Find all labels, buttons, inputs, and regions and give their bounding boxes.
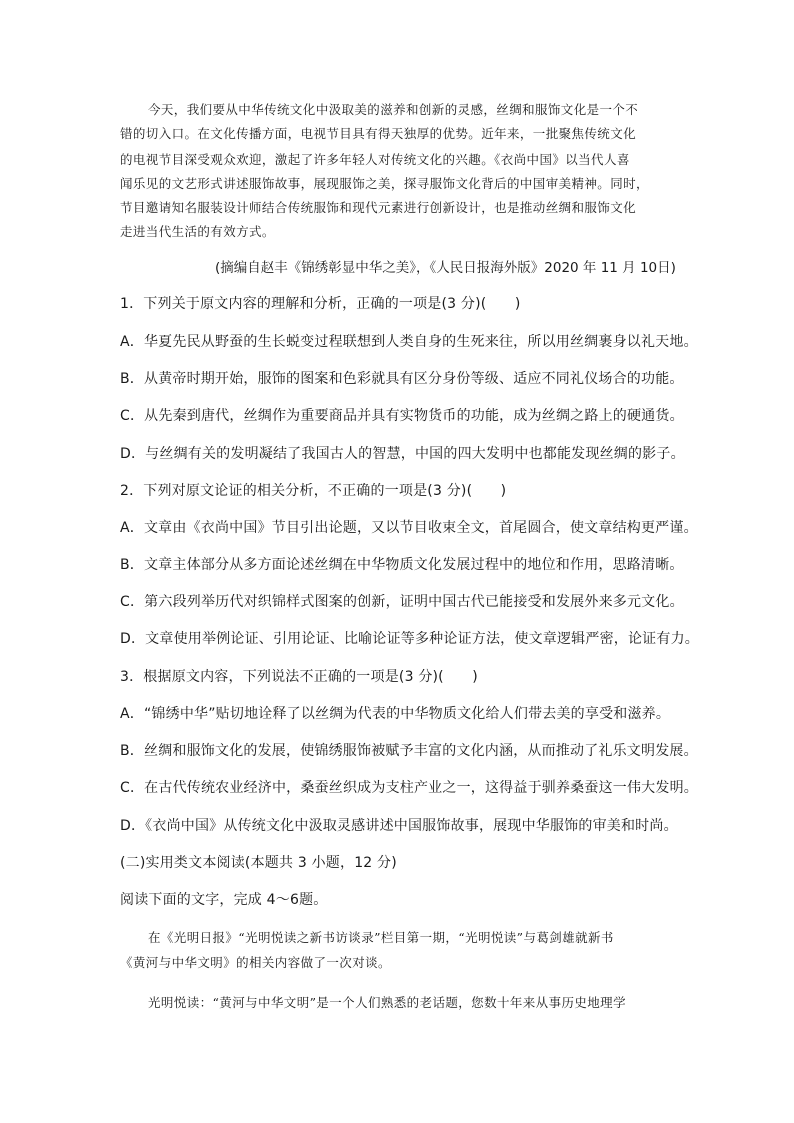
question-1-option-d: D．与丝绸有关的发明凝结了我国古人的智慧，中国的四大发明中也都能发现丝绸的影子。: [120, 446, 685, 462]
question-3-option-d: D．《衣尚中国》从传统文化中汲取灵感讲述中国服饰故事，展现中华服饰的审美和时尚。: [120, 818, 678, 834]
section-heading: (二)实用类文本阅读(本题共 3 小题，12 分): [120, 855, 397, 871]
question-1-stem: 1．下列关于原文内容的理解和分析，正确的一项是(3 分)( ): [120, 296, 521, 312]
question-2-stem: 2．下列对原文论证的相关分析，不正确的一项是(3 分)( ): [120, 483, 507, 499]
question-2-option-b: B．文章主体部分从多方面论述丝绸在中华物质文化发展过程中的地位和作用，思路清晰。: [120, 557, 684, 573]
second-passage-line: 《黄河与中华文明》的相关内容做了一次对谈。: [120, 955, 391, 970]
passage-line: 走进当代生活的有效方式。: [120, 224, 275, 239]
question-3-stem: 3．根据原文内容，下列说法不正确的一项是(3 分)( ): [120, 669, 478, 685]
question-3-option-c: C．在古代传统农业经济中，桑蚕丝织成为支柱产业之一，这得益于驯养桑蚕这一伟大发明。: [120, 780, 698, 796]
second-passage-line: 在《光明日报》“光明悦读之新书访谈录”栏目第一期，“光明悦读”与葛剑雄就新书: [148, 930, 614, 945]
question-3-option-a: A．“锦绣中华”贴切地诠释了以丝绸为代表的中华物质文化给人们带去美的享受和滋养。: [120, 706, 671, 722]
question-2-option-a: A．文章由《衣尚中国》节目引出论题，又以节目收束全文，首尾圆合，使文章结构更严谨。: [120, 520, 698, 536]
question-2-option-c: C．第六段列举历代对织锦样式图案的创新，证明中国古代已能接受和发展外来多元文化。: [120, 594, 684, 610]
question-1-option-a: A．华夏先民从野蚕的生长蜕变过程联想到人类自身的生死来往，所以用丝绸裹身以礼天地。: [120, 334, 698, 350]
question-2-option-d: D．文章使用举例论证、引用论证、比喻论证等多种论证方法，使文章逻辑严密，论证有力。: [120, 631, 699, 647]
passage-line: 节目邀请知名服装设计师结合传统服饰和现代元素进行创新设计，也是推动丝绸和服饰文化: [120, 200, 637, 215]
passage-source: (摘编自赵丰《锦绣彰显中华之美》，《人民日报海外版》2020 年 11 月 10日): [215, 260, 676, 276]
passage-line: 闻乐见的文艺形式讲述服饰故事，展现服饰之美，探寻服饰文化背后的中国审美精神。同时，: [120, 176, 649, 191]
question-3-option-b: B．丝绸和服饰文化的发展，使锦绣服饰被赋予丰富的文化内涵，从而推动了礼乐文明发展。: [120, 743, 698, 759]
passage-line: 的电视节目深受观众欢迎，激起了许多年轻人对传统文化的兴趣。《衣尚中国》以当代人喜: [120, 152, 630, 167]
question-1-option-b: B．从黄帝时期开始，服饰的图案和色彩就具有区分身份等级、适应不同礼仪场合的功能。: [120, 371, 684, 387]
section-instruction: 阅读下面的文字，完成 4～6题。: [120, 892, 328, 908]
passage-line: 错的切入口。在文化传播方面，电视节目具有得天独厚的优势。近年来，一批聚焦传统文化: [120, 126, 637, 141]
dialog-line: 光明悦读：“黄河与中华文明”是一个人们熟悉的老话题，您数十年来从事历史地理学: [148, 995, 626, 1010]
passage-line: 今天，我们要从中华传统文化中汲取美的滋养和创新的灵感，丝绸和服饰文化是一个不: [148, 102, 639, 117]
question-1-option-c: C．从先秦到唐代，丝绸作为重要商品并具有实物货币的功能，成为丝绸之路上的硬通货。: [120, 408, 684, 424]
